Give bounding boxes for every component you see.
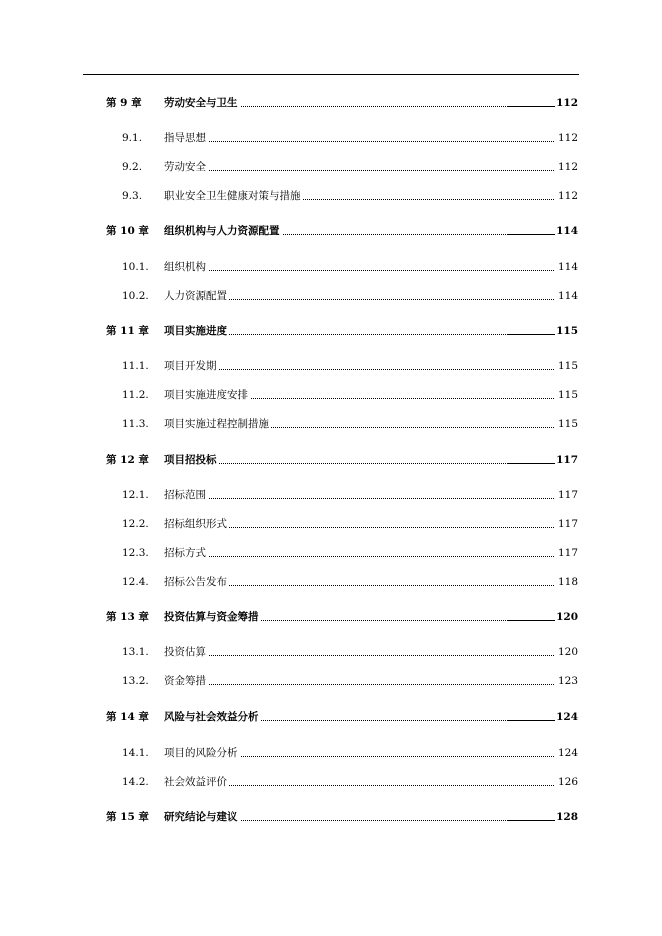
toc-entry-title: 项目招投标 bbox=[164, 454, 217, 466]
toc-section-entry[interactable] bbox=[0, 746, 662, 760]
toc-section-entry[interactable] bbox=[0, 131, 662, 145]
toc-entry-page-number: 114 bbox=[557, 290, 578, 302]
toc-entry-page-number: 114 bbox=[556, 225, 578, 237]
toc-entry-page-number: 117 bbox=[556, 454, 578, 466]
leader-rule bbox=[507, 234, 559, 235]
toc-entry-number: 9.2. bbox=[122, 161, 143, 173]
toc-entry-page-number: 124 bbox=[557, 747, 578, 759]
dot-leader bbox=[164, 498, 554, 499]
toc-chapter-entry[interactable] bbox=[0, 710, 662, 724]
toc-entry-page-number: 112 bbox=[556, 97, 578, 109]
toc-entry-number: 第 10 章 bbox=[106, 225, 149, 237]
toc-entry-page-number: 112 bbox=[557, 132, 578, 144]
toc-entry-page-number: 120 bbox=[556, 611, 578, 623]
toc-entry-number: 10.1. bbox=[122, 261, 149, 273]
toc-entry-title: 资金筹措 bbox=[164, 675, 206, 687]
toc-entry-number: 12.4. bbox=[122, 576, 149, 588]
toc-entry-title: 风险与社会效益分析 bbox=[164, 711, 259, 723]
toc-entry-number: 11.2. bbox=[122, 389, 149, 401]
leader-rule bbox=[507, 463, 559, 464]
toc-entry-page-number: 114 bbox=[557, 261, 578, 273]
toc-entry-number: 14.1. bbox=[122, 747, 149, 759]
toc-section-entry[interactable] bbox=[0, 517, 662, 531]
toc-entry-title: 投资估算与资金筹措 bbox=[164, 611, 259, 623]
toc-entry-title: 招标组织形式 bbox=[164, 518, 227, 530]
toc-section-entry[interactable] bbox=[0, 546, 662, 560]
toc-entry-number: 9.1. bbox=[122, 132, 143, 144]
toc-entry-page-number: 115 bbox=[557, 360, 578, 372]
toc-entry-page-number: 120 bbox=[557, 646, 578, 658]
toc-entry-page-number: 117 bbox=[557, 489, 578, 501]
toc-entry-title: 劳动安全 bbox=[164, 161, 206, 173]
toc-entry-title: 招标范围 bbox=[164, 489, 206, 501]
toc-entry-number: 第 9 章 bbox=[106, 97, 142, 109]
toc-entry-title: 项目开发期 bbox=[164, 360, 217, 372]
leader-rule bbox=[507, 720, 559, 721]
toc-entry-title: 劳动安全与卫生 bbox=[164, 97, 238, 109]
toc-entry-number: 13.1. bbox=[122, 646, 149, 658]
toc-entry-title: 项目实施进度安排 bbox=[164, 389, 248, 401]
leader-rule bbox=[507, 334, 559, 335]
toc-entry-title: 组织机构 bbox=[164, 261, 206, 273]
toc-entry-page-number: 117 bbox=[557, 518, 578, 530]
toc-entry-page-number: 115 bbox=[556, 325, 578, 337]
toc-section-entry[interactable] bbox=[0, 260, 662, 274]
dot-leader bbox=[164, 463, 554, 464]
toc-entry-number: 14.2. bbox=[122, 776, 149, 788]
toc-entry-number: 9.3. bbox=[122, 190, 143, 202]
toc-entry-page-number: 115 bbox=[557, 418, 578, 430]
dot-leader bbox=[164, 655, 554, 656]
toc-entry-page-number: 126 bbox=[557, 776, 578, 788]
toc-section-entry[interactable] bbox=[0, 775, 662, 789]
toc-entry-title: 组织机构与人力资源配置 bbox=[164, 225, 280, 237]
dot-leader bbox=[164, 556, 554, 557]
toc-entry-title: 研究结论与建议 bbox=[164, 811, 238, 823]
toc-section-entry[interactable] bbox=[0, 359, 662, 373]
toc-entry-title: 招标公告发布 bbox=[164, 576, 227, 588]
toc-entry-number: 第 14 章 bbox=[106, 711, 149, 723]
toc-section-entry[interactable] bbox=[0, 645, 662, 659]
toc-chapter-entry[interactable] bbox=[0, 453, 662, 467]
toc-entry-number: 第 15 章 bbox=[106, 811, 149, 823]
dot-leader bbox=[164, 141, 554, 142]
toc-section-entry[interactable] bbox=[0, 575, 662, 589]
toc-entry-page-number: 115 bbox=[557, 389, 578, 401]
toc-entry-title: 投资估算 bbox=[164, 646, 206, 658]
toc-section-entry[interactable] bbox=[0, 189, 662, 203]
toc-section-entry[interactable] bbox=[0, 417, 662, 431]
toc-entry-number: 12.1. bbox=[122, 489, 149, 501]
toc-entry-number: 10.2. bbox=[122, 290, 149, 302]
toc-chapter-entry[interactable] bbox=[0, 810, 662, 824]
toc-entry-title: 项目的风险分析 bbox=[164, 747, 238, 759]
toc-section-entry[interactable] bbox=[0, 674, 662, 688]
leader-rule bbox=[507, 106, 559, 107]
toc-entry-number: 12.3. bbox=[122, 547, 149, 559]
toc-entry-title: 社会效益评价 bbox=[164, 776, 227, 788]
header-rule bbox=[83, 74, 579, 75]
toc-entry-page-number: 112 bbox=[557, 161, 578, 173]
toc-entry-title: 招标方式 bbox=[164, 547, 206, 559]
toc-entry-title: 指导思想 bbox=[164, 132, 206, 144]
dot-leader bbox=[164, 170, 554, 171]
toc-entry-title: 项目实施进度 bbox=[164, 325, 227, 337]
toc-entry-page-number: 117 bbox=[557, 547, 578, 559]
toc-chapter-entry[interactable] bbox=[0, 224, 662, 238]
dot-leader bbox=[164, 684, 554, 685]
dot-leader bbox=[164, 270, 554, 271]
toc-entry-page-number: 123 bbox=[557, 675, 578, 687]
toc-entry-number: 12.2. bbox=[122, 518, 149, 530]
toc-section-entry[interactable] bbox=[0, 488, 662, 502]
toc-entry-page-number: 128 bbox=[556, 811, 578, 823]
toc-entry-number: 第 11 章 bbox=[106, 325, 149, 337]
leader-rule bbox=[507, 620, 559, 621]
toc-entry-title: 项目实施过程控制措施 bbox=[164, 418, 269, 430]
toc-entry-page-number: 124 bbox=[556, 711, 578, 723]
toc-section-entry[interactable] bbox=[0, 388, 662, 402]
toc-entry-title: 职业安全卫生健康对策与措施 bbox=[164, 190, 301, 202]
toc-entry-number: 第 12 章 bbox=[106, 454, 149, 466]
toc-section-entry[interactable] bbox=[0, 160, 662, 174]
toc-entry-number: 第 13 章 bbox=[106, 611, 149, 623]
toc-chapter-entry[interactable] bbox=[0, 96, 662, 110]
dot-leader bbox=[164, 369, 554, 370]
toc-section-entry[interactable] bbox=[0, 289, 662, 303]
toc-entry-title: 人力资源配置 bbox=[164, 290, 227, 302]
toc-chapter-entry[interactable] bbox=[0, 610, 662, 624]
toc-entry-page-number: 112 bbox=[557, 190, 578, 202]
toc-entry-number: 11.1. bbox=[122, 360, 149, 372]
leader-rule bbox=[507, 820, 559, 821]
toc-entry-number: 13.2. bbox=[122, 675, 149, 687]
toc-entry-page-number: 118 bbox=[557, 576, 578, 588]
toc-chapter-entry[interactable] bbox=[0, 324, 662, 338]
toc-entry-number: 11.3. bbox=[122, 418, 149, 430]
